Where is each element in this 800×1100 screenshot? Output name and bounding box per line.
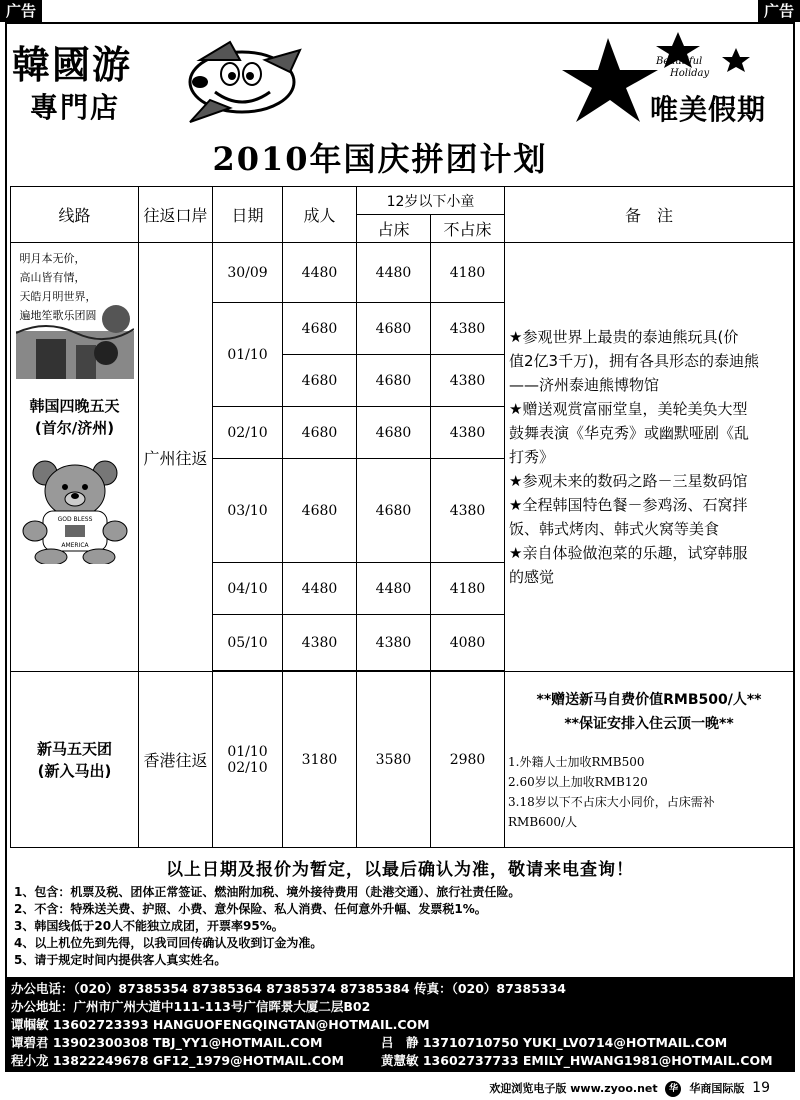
- date-cell: 02/10: [213, 407, 283, 459]
- header-child-nobed: 不占床: [431, 215, 505, 243]
- contact-person: 谭碧君 13902300308 TBJ_YY1@HOTMAIL.COM: [11, 1035, 323, 1050]
- header-remarks: 备 注: [505, 187, 794, 243]
- term-item: 3、韩国线低于20人不能独立成团，开票率95%。: [14, 919, 284, 933]
- adult-price: 3180: [283, 672, 357, 848]
- header-adult: 成人: [283, 187, 357, 243]
- adult-price: 4480: [283, 243, 357, 303]
- contact-person: 黄慧敏 13602737733 EMILY_HWANG1981@HOTMAIL.COM: [381, 1053, 773, 1068]
- child-nobed-price: 4380: [431, 459, 505, 563]
- child-bed-price: 4680: [357, 355, 431, 407]
- child-nobed-price: 4380: [431, 407, 505, 459]
- child-bed-price: 4480: [357, 563, 431, 615]
- office-address: 办公地址：广州市广州大道中111-113号广信晖景大厦二层B02: [11, 999, 371, 1014]
- route-name-korea: [11, 395, 138, 439]
- child-nobed-price: 4180: [431, 563, 505, 615]
- brand-subtitle: 專門店: [30, 91, 121, 124]
- child-bed-price: 4680: [357, 459, 431, 563]
- remark-line: ★参观未来的数码之路－三星数码馆: [509, 472, 748, 490]
- term-item: 5、请于规定时间内提供客人真实姓名。: [14, 953, 227, 967]
- remark-line: 的感觉: [509, 568, 555, 586]
- date-cell: 03/10: [213, 459, 283, 563]
- remark-line: 打秀》: [509, 448, 555, 466]
- port-korea: 广州往返: [139, 243, 213, 672]
- date-cell: 30/09: [213, 243, 283, 303]
- route-xinma: [11, 672, 139, 848]
- child-bed-price: 4680: [357, 303, 431, 355]
- contact-row: [11, 1016, 789, 1034]
- table-row: [11, 243, 794, 303]
- child-nobed-price: 2980: [431, 672, 505, 848]
- holiday-script-line2: Holiday: [670, 68, 710, 79]
- remarks-xinma: [505, 672, 794, 848]
- remark-line: RMB600/人: [508, 814, 578, 829]
- contact-row: [11, 1052, 789, 1070]
- child-nobed-price: 4380: [431, 355, 505, 407]
- footer-text: 欢迎浏览电子版 www.zyoo.net: [489, 1082, 658, 1095]
- child-bed-price: 4480: [357, 243, 431, 303]
- child-bed-price: 4380: [357, 615, 431, 671]
- bear-shirt-text2: AMERICA: [60, 542, 89, 549]
- poem-line: 明月本无价，: [19, 252, 86, 265]
- remark-highlight: **赠送新马自费价值RMB500/人**: [536, 691, 762, 708]
- route-name-line1: 韩国四晚五天: [29, 397, 120, 415]
- remark-line: ★赠送观赏富丽堂皇，美轮美奂大型: [509, 400, 748, 418]
- contact-panel: [5, 977, 795, 1072]
- remark-line: 3.18岁以下不占床大小同价，占床需补: [508, 794, 715, 809]
- route-name-line1: 新马五天团: [36, 739, 112, 758]
- remarks-korea: [505, 243, 794, 672]
- brand-logo-korea: [10, 30, 310, 130]
- remark-line: ——济州泰迪熊博物馆: [509, 376, 660, 394]
- header-route: 线路: [11, 187, 139, 243]
- cartoon-plane-icon: [170, 30, 310, 130]
- office-phone: 办公电话：（020）87385354 87385364 87385374 87385384 传真：（020）87385334: [11, 981, 566, 996]
- page-number: 19: [752, 1080, 770, 1096]
- disclaimer-banner: 以上日期及报价为暂定，以最后确认为准，敬请来电查询！: [166, 860, 634, 880]
- holiday-script-line1: Beautiful: [656, 56, 703, 67]
- contact-person: 谭帼敏 13602723393 HANGUOFENGQINGTAN@HOTMAIL.COM: [11, 1017, 430, 1032]
- date-line: 01/10: [227, 743, 268, 760]
- header-port: 往返口岸: [139, 187, 213, 243]
- child-bed-price: 4680: [357, 407, 431, 459]
- port-xinma: 香港往返: [139, 672, 213, 848]
- child-nobed-price: 4080: [431, 615, 505, 671]
- child-nobed-price: 4180: [431, 243, 505, 303]
- remark-line: 2.60岁以上加收RMB120: [508, 774, 648, 789]
- route-korea: [11, 243, 139, 672]
- child-bed-price: 3580: [357, 672, 431, 848]
- route-name-line2: (新入马出): [37, 761, 112, 780]
- page-footer: [489, 1080, 770, 1097]
- footer-brand: 华商国际版: [689, 1082, 745, 1095]
- poem-line: 遍地笙歌乐团圆: [19, 309, 97, 322]
- brand-name: 韓國游: [12, 42, 133, 87]
- term-item: 4、以上机位先到先得，以我司回传确认及收到订金为准。: [14, 936, 323, 950]
- adult-price: 4480: [283, 563, 357, 615]
- page-title: 2010年国庆拼团计划: [212, 140, 548, 178]
- teddy-bear-icon: [17, 459, 133, 564]
- adult-price: 4680: [283, 303, 357, 355]
- contact-person: 程小龙 13822249678 GF12_1979@HOTMAIL.COM: [11, 1053, 344, 1068]
- remark-line: 鼓舞表演《华克秀》或幽默哑剧《乱: [509, 424, 750, 442]
- korea-photo-collage: [16, 249, 134, 379]
- table-row: [11, 672, 794, 848]
- header-date: 日期: [213, 187, 283, 243]
- remark-line: 1.外籍人士加收RMB500: [508, 754, 645, 769]
- date-line: 02/10: [227, 759, 268, 776]
- holiday-brand-name: 唯美假期: [650, 93, 767, 126]
- adult-price: 4680: [283, 407, 357, 459]
- remark-line: 饭、韩式烤肉、韩式火窝等美食: [509, 520, 720, 538]
- contact-person: 吕 静 13710710750 YUKI_LV0714@HOTMAIL.COM: [381, 1035, 728, 1050]
- adult-price: 4680: [283, 355, 357, 407]
- term-item: 1、包含：机票及税、团体正常签证、燃油附加税、境外接待费用（赴港交通）、旅行社责任险。: [14, 885, 521, 899]
- date-cell: 05/10: [213, 615, 283, 671]
- header-child-group: 12岁以下小童: [357, 187, 505, 215]
- ad-tag-right: 广告: [758, 0, 800, 22]
- poem-line: 高山皆有情，: [19, 271, 86, 284]
- terms-list: [14, 884, 784, 969]
- adult-price: 4680: [283, 459, 357, 563]
- route-name-line2: (首尔/济州): [34, 419, 115, 437]
- date-cell: 01/10: [213, 303, 283, 407]
- remark-line: ★全程韩国特色餐－参鸡汤、石窝拌: [509, 496, 748, 514]
- remark-highlight: **保证安排入住云顶一晚**: [564, 715, 734, 732]
- adult-price: 4380: [283, 615, 357, 671]
- publisher-logo-icon: 华: [665, 1081, 681, 1097]
- remark-line: ★参观世界上最贵的泰迪熊玩具(价: [509, 328, 739, 346]
- poem-line: 天皓月明世界，: [19, 290, 97, 303]
- holiday-script-text: [656, 56, 709, 80]
- header-child-bed: 占床: [357, 215, 431, 243]
- date-cell: 04/10: [213, 563, 283, 615]
- bear-shirt-text1: GOD BLESS: [57, 516, 92, 523]
- date-cell-xinma: [213, 672, 283, 848]
- child-nobed-price: 4380: [431, 303, 505, 355]
- tour-schedule-table: [10, 186, 794, 848]
- remark-line: 值2亿3千万)，拥有各具形态的泰迪熊: [509, 352, 759, 370]
- term-item: 2、不含：特殊送关费、护照、小费、意外保险、私人消费、任何意外升幅、发票税1%。: [14, 902, 487, 916]
- ad-tag-left: 广告: [0, 0, 42, 22]
- remark-line: ★亲自体验做泡菜的乐趣，试穿韩服: [509, 544, 748, 562]
- brand-logo-holiday: [560, 26, 790, 136]
- contact-row: [11, 1034, 789, 1052]
